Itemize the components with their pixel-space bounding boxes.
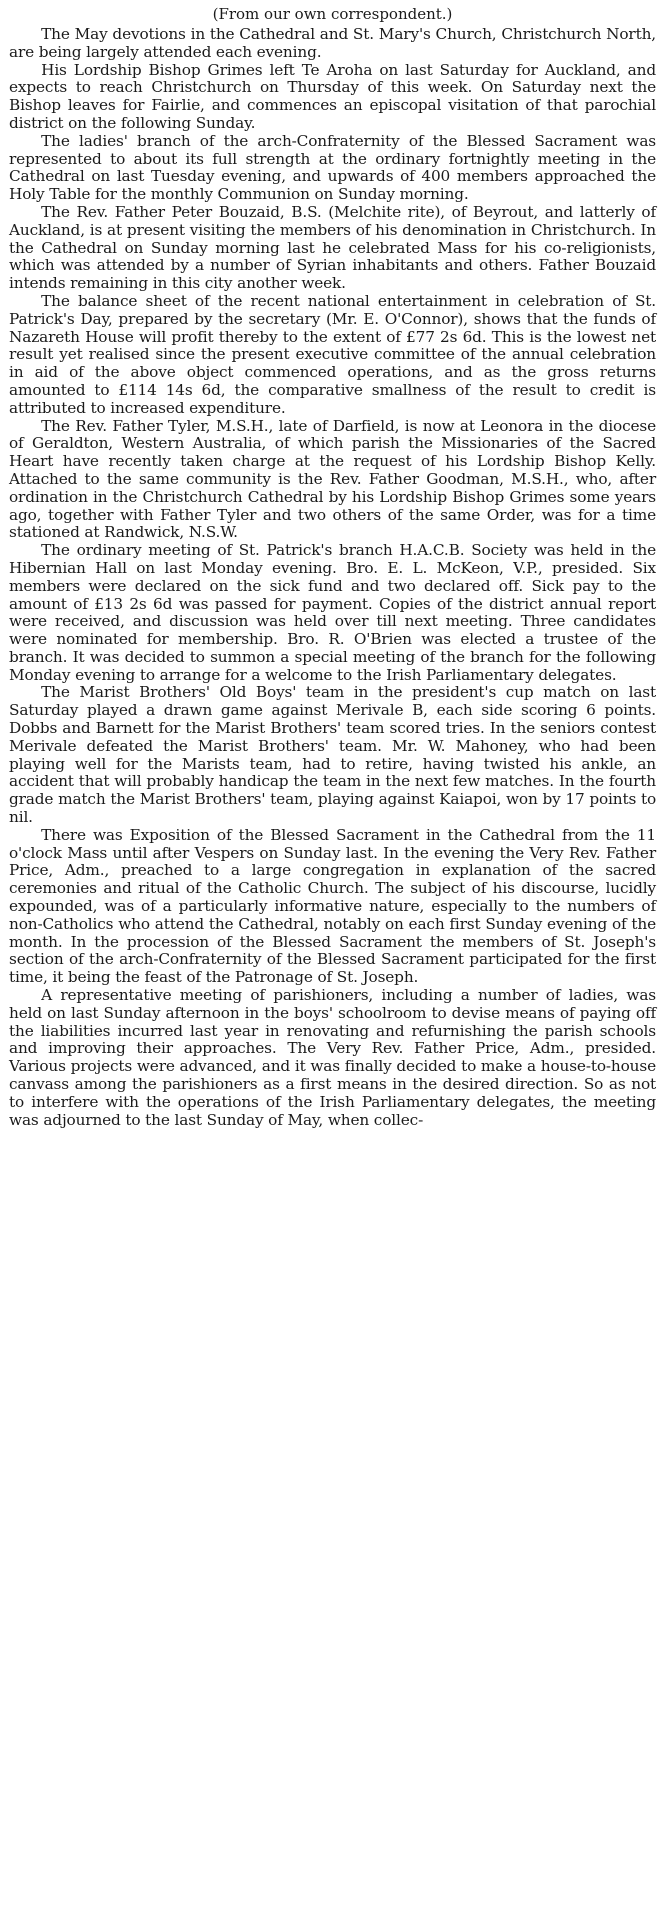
paragraph-parishioners-meeting: A representative meeting of parishioners, including a number of ladies, was held on last Sunday afternoon in the boys' schoolroom to devise means of paying off the liabilities incurred last year in renovating and refurnishing the parish schools and improving their approaches. The Very Rev. Father Price, Adm., presided. Various projects were advanced, and it was finally decided to make a house-to-house canvass among the parishioners as a first means in the desired direction. So as not to interfere with the operations of the Irish Parliamentary delegates, the meeting was adjourned to the last Sunday of May, when collec-	[9, 986, 656, 1129]
paragraph-exposition: There was Exposition of the Blessed Sacrament in the Cathedral from the 11 o'clock Mass until after Vespers on Sunday last. In the evening the Very Rev. Father Price, Adm., preached to a large congregation in explanation of the sacred ceremonies and ritual of the Catholic Church. The subject of his discourse, lucidly expounded, was of a particularly informative nature, especially to the numbers of non-Catholics who attend the Cathedral, notably on each first Sunday evening of the month. In the procession of the Blessed Sacrament the members of St. Joseph's section of the arch-Confraternity of the Blessed Sacrament participated for the first time, it being the feast of the Patronage of St. Joseph.	[9, 825, 656, 987]
paragraph-bishop-grimes: His Lordship Bishop Grimes left Te Aroha on last Saturday for Auckland, and expects to reach Christchurch on Thursday of this week. On Saturday next the Bishop leaves for Fairlie, and commences an episcopal visitation of that parochial district on the following Sunday.	[9, 60, 656, 132]
paragraph-father-tyler: The Rev. Father Tyler, M.S.H., late of Darfield, is now at Leonora in the diocese of Geraldton, Western Australia, of which parish the Missionaries of the Sacred Heart have recently taken charge at the request of his Lordship Bishop Kelly. Attached to the same community is the Rev. Father Goodman, M.S.H., who, after ordination in the Christchurch Cathedral by his Lordship Bishop Grimes some years ago, together with Father Tyler and two others of the same Order, was for a time stationed at Randwick, N.S.W.	[9, 416, 656, 542]
paragraph-father-bouzaid: The Rev. Father Peter Bouzaid, B.S. (Melchite rite), of Beyrout, and latterly of Auckland, is at present visiting the members of his denomination in Christchurch. In the Cathedral on Sunday morning last he celebrated Mass for his co-religionists, which was attended by a number of Syrian inhabitants and others. Father Bouzaid intends remaining in this city another week.	[9, 202, 656, 293]
paragraph-ladies-branch: The ladies' branch of the arch-Confraternity of the Blessed Sacrament was represented to about its full strength at the ordinary fortnightly meeting in the Cathedral on last Tuesday evening, and upwards of 400 members approached the Holy Table for the monthly Communion on Sunday morning.	[9, 131, 656, 204]
paragraph-hacb-meeting: The ordinary meeting of St. Patrick's branch H.A.C.B. Society was held in the Hibernian Hall on last Monday evening. Bro. E. L. McKeon, V.P., presided. Six members were declared on the sick fund and two declared off. Sick pay to the amount of £13 2s 6d was passed for payment. Copies of the district annual report were received, and discussion was held over till next meeting. Three candidates were nominated for membership. Bro. R. O'Brien was elected a trustee of the branch. It was decided to summon a special meeting of the branch for the following Monday evening to arrange for a welcome to the Irish Parliamentary delegates.	[9, 541, 656, 684]
paragraph-may-devotions: The May devotions in the Cathedral and St. Mary's Church, Christchurch North, are being largely attended each evening.	[9, 25, 656, 61]
byline: (From our own correspondent.)	[212, 5, 453, 23]
paragraph-marist-football: The Marist Brothers' Old Boys' team in the president's cup match on last Saturday played a drawn game against Merivale B, each side scoring 6 points. Dobbs and Barnett for the Marist Brothers' team scored tries. In the seniors contest Merivale defeated the Marist Brothers' team. Mr. W. Mahoney, who had been playing well for the Marists team, had to retire, having twisted his ankle, an accident that will probably handicap the team in the next few matches. In the fourth grade match the Marist Brothers' team, playing against Kaiapoi, won by 17 points to nil.	[9, 683, 656, 827]
paragraph-balance-sheet: The balance sheet of the recent national entertainment in celebration of St. Patrick's Day, prepared by the secretary (Mr. E. O'Connor), shows that the funds of Nazareth House will profit thereby to the extent of £77 2s 6d. This is the lowest net result yet realised since the present executive committee of the annual celebration in aid of the above object commenced operations, and as the gross returns amounted to £114 14s 6d, the comparative smallness of the result to credit is attributed to increased expenditure.	[9, 291, 656, 417]
